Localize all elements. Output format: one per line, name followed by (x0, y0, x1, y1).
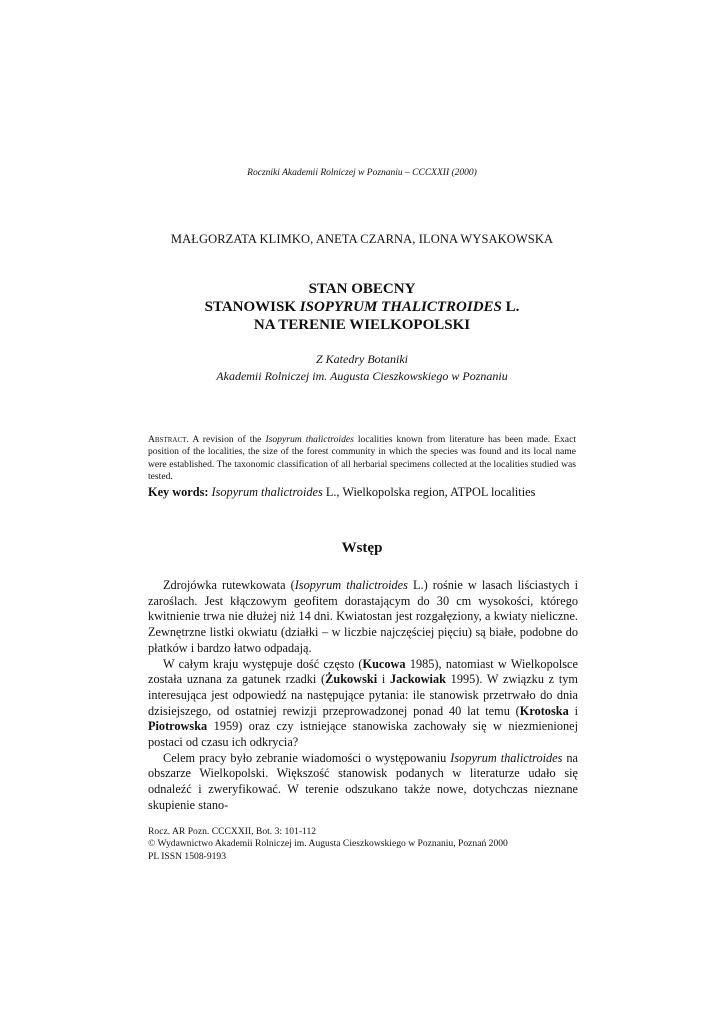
abstract-label: Abstract (148, 434, 187, 445)
species-name: Isopyrum thalictroides (450, 750, 563, 765)
abstract-species: Isopyrum thalictroides (265, 434, 354, 445)
text: 1985), natomiast w Wielkopolsce została uznana za gatunek rzadki ( (148, 656, 578, 687)
keywords-species: Isopyrum thalictroides (211, 485, 323, 499)
text: i (568, 703, 578, 718)
text: Zdrojówka rutewkowata ( (163, 578, 295, 592)
title-line-2 (0, 298, 724, 316)
keywords-rest: L., Wielkopolska region, ATPOL localities (322, 485, 536, 499)
paragraph-1 (148, 578, 578, 657)
text: W całym kraju występuje dość często ( (163, 656, 363, 671)
title-species: ISOPYRUM THALICTROIDES (299, 299, 502, 315)
keywords-label: Key words: (148, 485, 209, 499)
journal-header: Roczniki Akademii Rolniczej w Poznaniu – CCCXXII (2000) (247, 168, 477, 178)
affiliation (0, 351, 724, 385)
paper-title (0, 280, 724, 334)
affiliation-line-1: Z Katedry Botaniki (316, 352, 408, 366)
citation-author: Jackowiak (389, 672, 446, 687)
affiliation-line-2: Akademii Rolniczej im. Augusta Cieszkowskiego w Poznaniu (216, 369, 508, 383)
footer (148, 826, 508, 863)
title-line-1: STAN OBECNY (308, 281, 416, 297)
paragraph-3 (148, 751, 578, 814)
text: 1995). W związku z tym interesująca jest odpowiedź na następujące pytania: ile stanowisk przetrwało do dnia dzisiejszego, od ostatniej rewizji przeprowadzonej ponad 40 lat temu ( (148, 672, 578, 718)
species-name: Isopyrum thalictroides (294, 578, 408, 592)
footer-citation: Rocz. AR Pozn. CCCXXII, Bot. 3: 101-112 (148, 826, 317, 837)
footer-issn: PL ISSN 1508-9193 (148, 850, 227, 862)
title-author-abbrev: L. (501, 299, 520, 315)
paragraph-2 (148, 657, 578, 751)
text: L.) rośnie w lasach liściastych i zaroślach. Jest kłączowym geofitem dorastającym do 30 cm wysokości, którego kwitnienie trwa nie dłużej niż 14 dni. Kwiatostan jest rozgałęziony, a kwiaty nieliczne. Zewnętrzne listki okwiatu (działki – w liczbie najczęściej pięciu) są białe, podobne do płatków i bardzo łatwo odpadają. (148, 578, 579, 655)
abstract-text-cont: localities known from literature has been made. Exact position of the localities, the size of the forest community in which the species was found and its local name were established. The taxonomic classification of all herbarial specimens collected at the localities studied was tested. (148, 434, 576, 482)
body-text (148, 578, 578, 814)
text: i (377, 672, 390, 687)
text: na obszarze Wielkopolski. Większość stanowisk podanych w literaturze udało się odnaleźć i zweryfikować. W terenie odszukano także nowe, dotychczas nieznane skupienie stano- (148, 750, 578, 812)
section-heading: Wstęp (341, 540, 383, 556)
keywords (148, 485, 576, 500)
abstract-text: . A revision of the (186, 434, 266, 445)
citation-author: Żukowski (325, 672, 378, 687)
citation-author: Piotrowska (148, 719, 208, 734)
title-text: STANOWISK (204, 299, 300, 315)
abstract (148, 434, 576, 483)
footer-copyright: © Wydawnictwo Akademii Rolniczej im. Augusta Cieszkowskiego w Poznaniu, Poznań 2000 (148, 838, 508, 850)
title-line-3: NA TERENIE WIELKOPOLSKI (253, 317, 471, 333)
citation-author: Kucowa (362, 656, 406, 671)
text: Celem pracy było zebranie wiadomości o występowaniu (163, 750, 451, 765)
citation-author: Krotoska (519, 703, 569, 718)
authors: MAŁGORZATA KLIMKO, ANETA CZARNA, ILONA WYSAKOWSKA (170, 232, 554, 246)
text: 1959) oraz czy istniejące stanowiska zachowały się w niezmienionej postaci od czasu ich odkrycia? (148, 719, 578, 750)
